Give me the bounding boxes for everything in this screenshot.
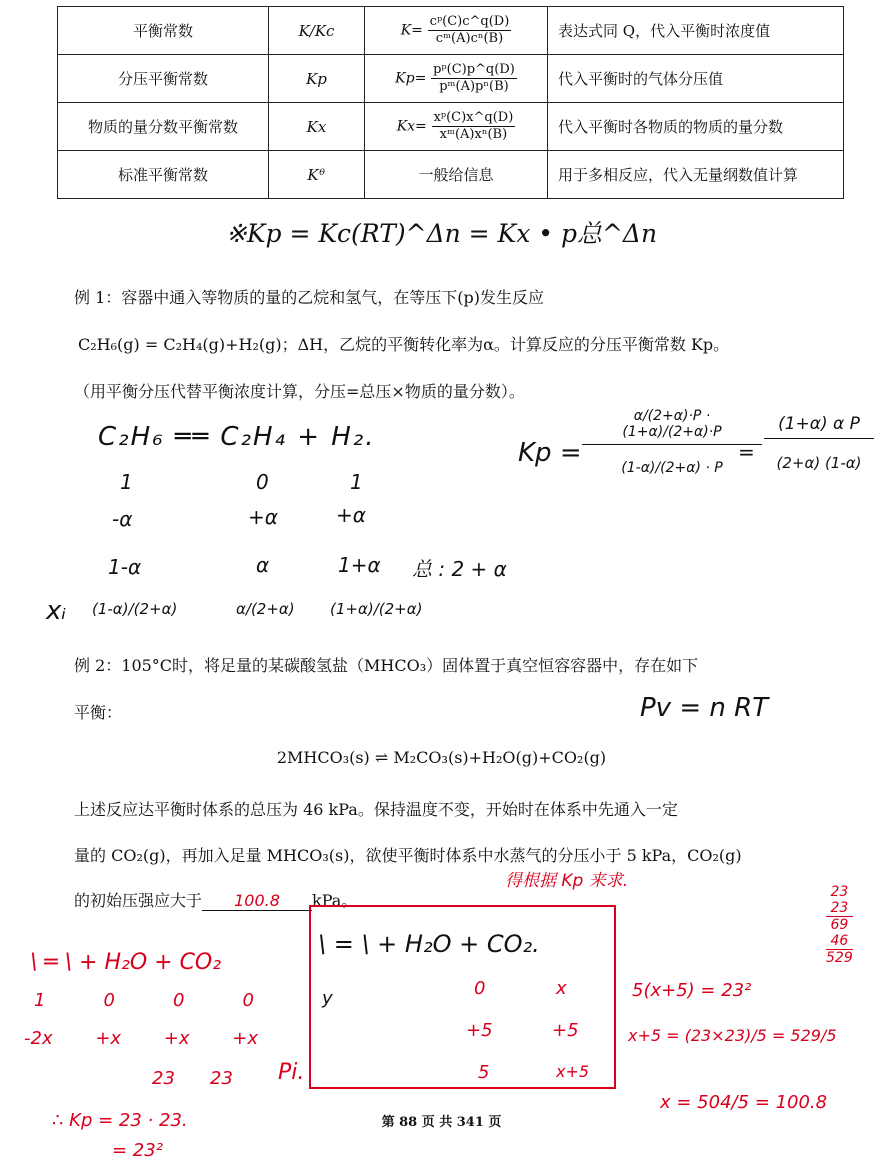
hw-kp-note: 得根据 Kp 来求.: [505, 871, 629, 891]
table-cell-desc: 表达式同 Q，代入平衡时浓度值: [548, 7, 844, 55]
hw2-row2-2: +x: [163, 1028, 190, 1049]
table-cell-symbol: [269, 55, 365, 103]
table-cell-formula: 一般给信息: [365, 151, 548, 199]
box-equation: \ = \ + H₂O + CO₂.: [318, 930, 540, 958]
formula-lead: Kx=: [396, 118, 427, 135]
formula-lead: Kp=: [395, 70, 427, 87]
hw-kp-numerator: α/(2+α)·P · (1+α)/(2+α)·P: [582, 408, 762, 445]
formula-lead: K=: [400, 22, 423, 39]
table-cell-desc: 代入平衡时的气体分压值: [548, 55, 844, 103]
box-pi: Pi.: [278, 1060, 305, 1085]
hw-xi-c2h4: α/(2+α): [236, 600, 295, 618]
constants-table: [57, 6, 844, 199]
hw-init-h2: 1: [350, 470, 363, 494]
example1-line2: C₂H₆(g) = C₂H₄(g)+H₂(g)；ΔH，乙烷的平衡转化率为α。计算反应的分压平衡常数 Kp。: [78, 335, 730, 354]
box-r2-co2: +5: [552, 1020, 579, 1041]
formula-fraction: [428, 14, 512, 47]
hw-kp-label: Kp =: [518, 438, 582, 468]
calc-multiplication: [826, 884, 853, 966]
hw2-row1-3: 0: [242, 990, 254, 1011]
hw-kp-equals: =: [738, 440, 755, 464]
hw-change-c2h4: +α: [248, 505, 278, 529]
hw2-row1: [34, 990, 254, 1011]
table-row: [58, 55, 844, 103]
hw2-row2-0: -2x: [24, 1028, 53, 1049]
table-row: [58, 151, 844, 199]
table-cell-name: 平衡常数: [58, 7, 269, 55]
hw-xi-label: xᵢ: [46, 596, 67, 626]
hw2-row1-1: 0: [103, 990, 115, 1011]
table-cell-formula: [365, 103, 548, 151]
table-cell-symbol: [269, 151, 365, 199]
formula-fraction: [431, 62, 517, 95]
table-cell-name: 分压平衡常数: [58, 55, 269, 103]
hw2-kp1: ∴ Kp = 23 · 23.: [52, 1110, 188, 1131]
hw-xi-c2h6: (1-α)/(2+α): [92, 600, 178, 618]
mult-3: 46: [826, 933, 853, 950]
calc-line2: x+5 = (23×23)/5 = 529/5: [628, 1026, 837, 1045]
hw-pv-note: Pv = n RT: [640, 693, 769, 723]
example1-line3: （用平衡分压代替平衡浓度计算，分压=总压×物质的量分数）。: [74, 382, 525, 401]
hw-eq-c2h4: α: [256, 553, 270, 577]
hw-reaction-equation: C₂H₆ ══ C₂H₄ + H₂.: [98, 422, 376, 452]
box-r3-h2o: 5: [478, 1062, 490, 1083]
box-r2-h2o: +5: [466, 1020, 493, 1041]
symbol-text: Kp: [306, 69, 327, 88]
box-r1-h2o: 0: [474, 978, 486, 999]
key-formula: ※Kp = Kc(RT)^Δn = Kx • p总^Δn: [225, 219, 658, 248]
hw2-row2-1: +x: [95, 1028, 122, 1049]
table-cell-desc: 用于多相反应，代入无量纲数值计算: [548, 151, 844, 199]
formula-den: xᵐ(A)xⁿ(B): [439, 127, 508, 142]
hw-xi-h2: (1+α)/(2+α): [330, 600, 423, 618]
hw2-row2: [24, 1028, 258, 1049]
hw-init-c2h6: 1: [120, 470, 133, 494]
table-cell-desc: 代入平衡时各物质的物质的量分数: [548, 103, 844, 151]
hw2-row2-3: +x: [232, 1028, 258, 1049]
mult-1: 23: [826, 900, 853, 917]
hw2-kp2: = 23²: [112, 1140, 163, 1161]
calc-line1: 5(x+5) = 23²: [632, 980, 752, 1001]
symbol-text: K/Kc: [298, 21, 335, 40]
hw-eq-c2h6: 1-α: [108, 555, 142, 579]
table-cell-symbol: [269, 7, 365, 55]
symbol-text: Kx: [306, 117, 327, 136]
formula-fraction: [432, 110, 516, 143]
page-footer: 第 88 页 共 341 页: [381, 1115, 502, 1130]
example2-line4: 量的 CO₂(g)，再加入足量 MHCO₃(s)，欲使平衡时体系中水蒸气的分压小于 5 kPa，CO₂(g): [74, 846, 742, 865]
formula-den: cᵐ(A)cⁿ(B): [435, 31, 504, 46]
box-y: y: [322, 988, 333, 1009]
table-cell-name: 物质的量分数平衡常数: [58, 103, 269, 151]
box-r1-co2: x: [556, 978, 567, 999]
table-row: [58, 7, 844, 55]
formula-num: cᵖ(C)c^q(D): [429, 14, 510, 29]
formula-num: pᵖ(C)p^q(D): [433, 62, 515, 77]
example1-line1: 例 1：容器中通入等物质的量的乙烷和氢气，在等压下(p)发生反应: [74, 288, 544, 307]
example2-line5-pre: 的初始压强应大于: [74, 891, 203, 910]
example2-line1: 例 2：105°C时，将足量的某碳酸氢盐（MHCO₃）固体置于真空恒容容器中，存在如下: [74, 656, 699, 675]
example2-line3: 上述反应达平衡时体系的总压为 46 kPa。保持温度不变，开始时在体系中先通入一定: [74, 800, 678, 819]
hw-total: 总 : 2 + α: [412, 557, 507, 581]
calc-line3: x = 504/5 = 100.8: [660, 1092, 828, 1113]
example2-line5-post: kPa。: [312, 891, 358, 910]
table-cell-symbol: [269, 103, 365, 151]
hw-change-c2h6: -α: [112, 507, 133, 531]
example2-line2: 平衡：: [74, 703, 123, 722]
table-cell-name: 标准平衡常数: [58, 151, 269, 199]
mult-0: 23: [830, 884, 849, 900]
example2-reaction: 2MHCO₃(s) ⇌ M₂CO₃(s)+H₂O(g)+CO₂(g): [276, 748, 607, 767]
hw-change-h2: +α: [336, 503, 366, 527]
hw2-equation: \ ═ \ + H₂O + CO₂: [30, 950, 222, 975]
hw-eq-h2: 1+α: [338, 553, 381, 577]
box-r3-co2: x+5: [556, 1062, 590, 1081]
symbol-text: Kᶿ: [307, 165, 326, 184]
table-row: [58, 103, 844, 151]
hw2-row3-1: 23: [210, 1068, 233, 1089]
hw-kp-result-num: (1+α) α P: [764, 414, 874, 439]
hw-init-c2h4: 0: [256, 470, 269, 494]
table-cell-formula: [365, 7, 548, 55]
formula-den: pᵐ(A)pⁿ(B): [439, 79, 509, 94]
mult-2: 69: [830, 917, 849, 933]
hw-kp-result-den: (2+α) (1-α): [776, 454, 862, 472]
hw2-row3-0: 23: [152, 1068, 175, 1089]
hw-kp-denominator: (1-α)/(2+α) · P: [621, 460, 723, 476]
hw2-row1-2: 0: [173, 990, 185, 1011]
mult-4: 529: [826, 950, 853, 966]
table-cell-formula: [365, 55, 548, 103]
formula-num: xᵖ(C)x^q(D): [433, 110, 514, 125]
hw2-row1-0: 1: [34, 990, 46, 1011]
answer-blank: 100.8: [202, 891, 312, 911]
